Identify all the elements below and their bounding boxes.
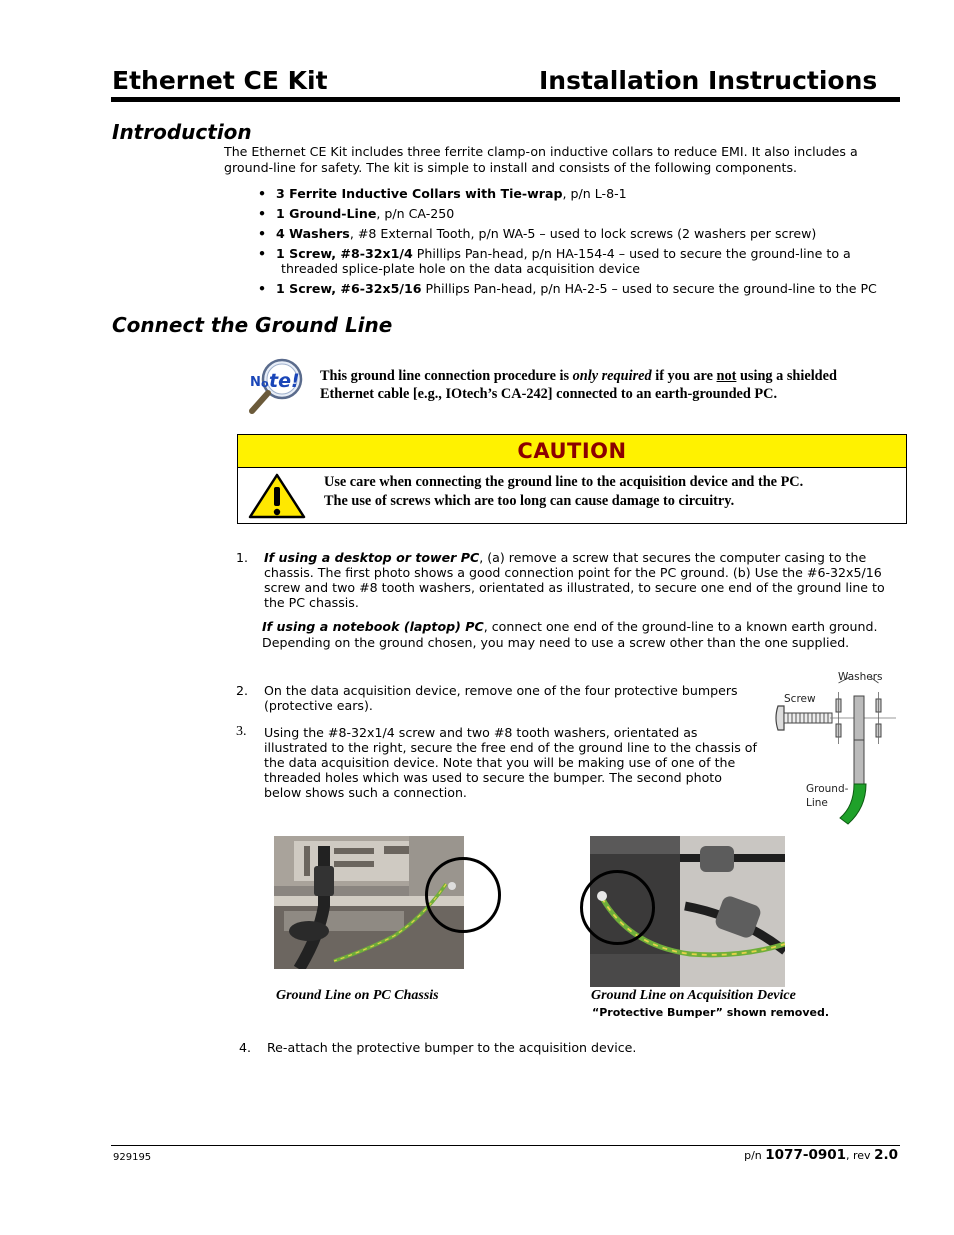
list-item: • 4 Washers, #8 External Tooth, p/n WA-5 – used to lock screws (2 washers per screw): [258, 226, 817, 241]
washer-screw-diagram: [770, 666, 900, 828]
components-list: [258, 186, 908, 301]
ground-label-2: Line: [806, 797, 828, 809]
header-rule: [111, 97, 900, 102]
part-number: p/n 1077-0901, rev 2.0: [744, 1147, 898, 1163]
ground-label-1: Ground-: [806, 783, 849, 795]
step-3-number: 3.: [236, 724, 247, 739]
svg-text:o: o: [261, 377, 269, 390]
step-3-text: Using the #8-32x1/4 screw and two #8 tooth washers, orientated as illustrated to the right, secure the free end of the ground line to the chassis of the data acquisition device. Note that you will be making use of one of the threaded holes which was used to secure the bumper. The second photo below shows such a connection.: [264, 725, 757, 800]
list-item: • 1 Ground-Line, p/n CA-250: [258, 206, 455, 221]
footer-rule: [111, 1145, 900, 1146]
doc-subtitle: Installation Instructions: [539, 66, 878, 95]
washers-label: Washers: [838, 671, 883, 683]
intro-heading: Introduction: [112, 120, 252, 144]
warning-icon: [247, 472, 307, 520]
step-2-number: 2.: [236, 683, 249, 698]
list-item: • 1 Screw, #6-32x5/16 Phillips Pan-head, p/n HA-2-5 – used to secure the ground-line to the PC: [258, 281, 877, 296]
list-item: • 3 Ferrite Inductive Collars with Tie-wrap, p/n L-8-1: [258, 186, 627, 201]
highlight-circle-device: [580, 870, 655, 945]
ground-heading: Connect the Ground Line: [112, 313, 393, 337]
photo-1-caption: Ground Line on PC Chassis: [276, 988, 439, 1003]
list-item: • 1 Screw, #8-32x1/4 Phillips Pan-head, p/n HA-154-4 – used to secure the ground-line to a threaded splice-plate hole on the data acquisition device: [258, 246, 851, 276]
step-1-laptop-text: If using a notebook (laptop) PC, connect one end of the ground-line to a known earth ground. Depending on the ground chosen, you may need to use a screw other than the one supplied.: [262, 619, 878, 650]
caution-box: [237, 434, 907, 524]
screw-label: Screw: [784, 693, 816, 705]
photo-2-subcaption: “Protective Bumper” shown removed.: [592, 1006, 830, 1019]
doc-title: Ethernet CE Kit: [112, 66, 328, 95]
highlight-circle-pc: [425, 857, 501, 933]
note-text: This ground line connection procedure is only required if you are not using a shielded Ethernet cable [e.g., IOtech’s CA-242] connected to an earth-grounded PC.: [320, 368, 837, 402]
step-2-text: On the data acquisition device, remove one of the four protective bumpers (protective ears).: [264, 683, 738, 713]
step-1-number: 1.: [236, 550, 249, 565]
caution-text: Use care when connecting the ground line to the acquisition device and the PC. The use of screws which are too long can cause damage to circuitry.: [324, 474, 804, 509]
note-icon: [244, 357, 306, 417]
step-4-text: Re-attach the protective bumper to the acquisition device.: [267, 1040, 637, 1055]
intro-line-1: The Ethernet CE Kit includes three ferrite clamp-on inductive collars to reduce EMI. It also includes a: [224, 144, 858, 159]
intro-line-2: ground-line for safety. The kit is simple to install and consists of the following components.: [224, 160, 798, 175]
step-1-text: If using a desktop or tower PC, (a) remove a screw that secures the computer casing to the chassis. The first photo shows a good connection point for the PC ground. (b) Use the #6-32x5/16 screw and two #8 tooth washers, orientated as illustrated, to secure one end of the ground line to the PC chassis.: [264, 550, 885, 610]
caution-title: CAUTION: [238, 435, 906, 468]
svg-text:te!: te!: [269, 370, 300, 392]
doc-number: 929195: [113, 1152, 152, 1163]
photo-2-caption: Ground Line on Acquisition Device: [591, 988, 796, 1003]
step-4-number: 4.: [239, 1040, 252, 1055]
svg-text:N: N: [250, 375, 261, 390]
intro-paragraph: [224, 144, 914, 176]
